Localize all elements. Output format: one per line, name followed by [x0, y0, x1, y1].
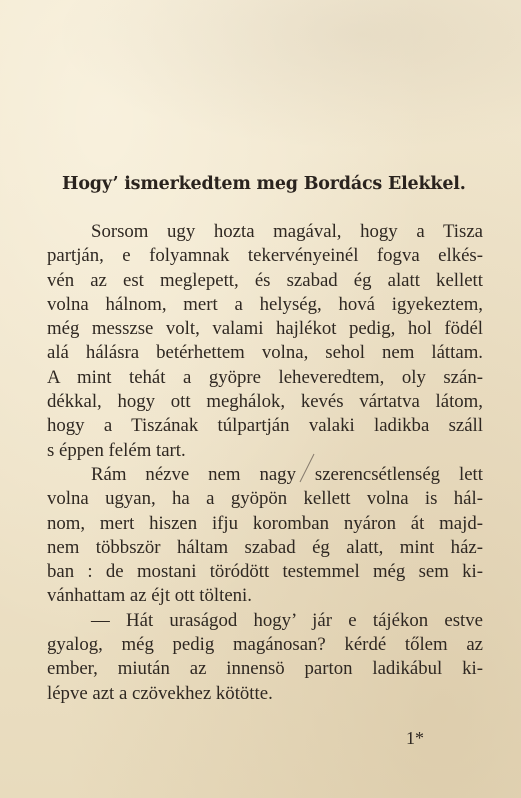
text-line: vén az est meglepett, és szabad ég alatt kellett — [47, 269, 483, 291]
text-line: nem többször háltam szabad ég alatt, mint ház- — [47, 536, 483, 558]
text-line: dékkal, hogy ott meghálok, kevés vártatva látom, — [47, 391, 483, 413]
text-line: lépve azt a czövekhez kötötte. — [47, 682, 273, 704]
text-line: A mint tehát a gyöpre leheveredtem, oly szán- — [47, 366, 483, 388]
text-line: nom, mert hiszen ifju koromban nyáron át majd- — [47, 512, 483, 534]
text-line: volna ugyan, ha a gyöpön kellett volna is hál- — [47, 488, 483, 510]
text-line: még messzse volt, valami hajlékot pedig, hol födél — [47, 318, 483, 340]
text-line: hogy a Tiszának túlpartján valaki ladikba száll — [47, 415, 483, 437]
text-line: Rám nézve nem nagy szerencsétlenség lett — [91, 463, 483, 485]
chapter-title: Hogy’ ismerkedtem meg Bordács Elekkel. — [62, 174, 466, 194]
page-number: 1* — [406, 728, 424, 748]
body-text — [47, 220, 483, 706]
text-line: vánhattam az éjt ott tölteni. — [47, 585, 252, 607]
text-line: Sorsom ugy hozta magával, hogy a Tisza — [91, 221, 483, 242]
text-line: volna hálnom, mert a helység, hová igyekeztem, — [47, 293, 483, 315]
text-line: ember, miután az innensö parton ladikábul ki- — [47, 658, 483, 680]
text-line: — Hát uraságod hogy’ jár e tájékon estve — [91, 609, 483, 631]
text-line: ban : de mostani töródött testemmel még sem ki- — [47, 561, 483, 583]
text-line: s éppen felém tart. — [47, 439, 186, 461]
text-line: alá hálásra betérhettem volna, sehol nem láttam. — [47, 342, 483, 364]
bleed-through-area — [0, 0, 521, 170]
text-line: gyalog, még pedig magánosan? kérdé tőlem az — [47, 634, 483, 656]
text-line: partján, e folyamnak tekervényeinél fogva elkés- — [47, 245, 483, 267]
